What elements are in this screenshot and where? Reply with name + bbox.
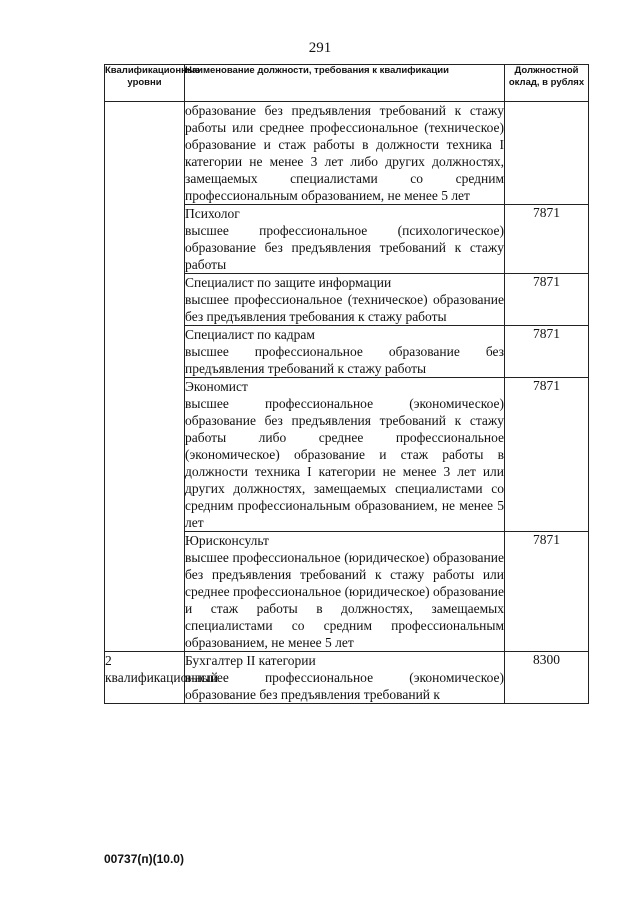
position-requirements: высшее профессиональное (юридическое) образование без предъявления требований к стажу работы или среднее профессиональное (юридическое) образование и стаж работы в должностях, замещаемых специалистами со средним профессиональным образованием, не менее 5 лет — [185, 550, 504, 650]
header-level: Квалификационные уровни — [105, 65, 185, 102]
position-title: Специалист по кадрам — [185, 327, 315, 342]
position-title: Специалист по защите информации — [185, 275, 392, 290]
position-requirements: образование без предъявления требований к стажу работы или среднее профессиональное (техническое) образование и стаж работы в должности техника I категории не менее 3 лет либо других должностях, замещаемых специалистами со средним профессиональным образованием, не менее 5 лет — [185, 103, 504, 203]
position-cell — [185, 102, 505, 205]
salary-cell: 8300 — [505, 652, 589, 704]
position-requirements: высшее профессиональное (психологическое) образование без предъявления требований к стажу работы — [185, 223, 504, 272]
position-cell — [185, 652, 505, 704]
position-title: Бухгалтер II категории — [185, 653, 316, 668]
position-requirements: высшее профессиональное (техническое) образование без предъявления требования к стажу работы — [185, 292, 504, 324]
level-cell-2: 2 квалификационный — [105, 652, 185, 704]
table-header-row — [105, 65, 589, 102]
header-salary: Должностной оклад, в рублях — [505, 65, 589, 102]
position-requirements: высшее профессиональное (экономическое) образование без предъявления требований к — [185, 670, 504, 702]
position-title: Экономист — [185, 379, 248, 394]
salary-cell: 7871 — [505, 326, 589, 378]
position-cell — [185, 326, 505, 378]
table-row — [105, 102, 589, 205]
table-row — [105, 652, 589, 704]
position-cell — [185, 274, 505, 326]
salary-cell: 7871 — [505, 274, 589, 326]
position-requirements: высшее профессиональное (экономическое) образование без предъявления требований к стажу работы либо среднее профессиональное (экономическое) образование и стаж работы в должности техника I категории не менее 3 лет или других должностях, замещаемых специалистами со средним профессиональным образованием, не менее 5 лет — [185, 396, 504, 530]
position-cell — [185, 378, 505, 532]
salary-cell: 7871 — [505, 532, 589, 652]
page-number: 291 — [308, 40, 332, 56]
salary-cell: 7871 — [505, 205, 589, 274]
salary-cell — [505, 102, 589, 205]
qualification-table — [104, 64, 589, 704]
salary-cell: 7871 — [505, 378, 589, 532]
position-cell — [185, 532, 505, 652]
position-title: Юрисконсульт — [185, 533, 269, 548]
position-title: Психолог — [185, 206, 240, 221]
document-code: 00737(п)(10.0) — [104, 852, 184, 866]
position-requirements: высшее профессиональное образование без предъявления требований к стажу работы — [185, 344, 504, 376]
level-cell-1 — [105, 102, 185, 652]
position-cell — [185, 205, 505, 274]
header-position: Наименование должности, требования к квалификации — [185, 65, 505, 102]
